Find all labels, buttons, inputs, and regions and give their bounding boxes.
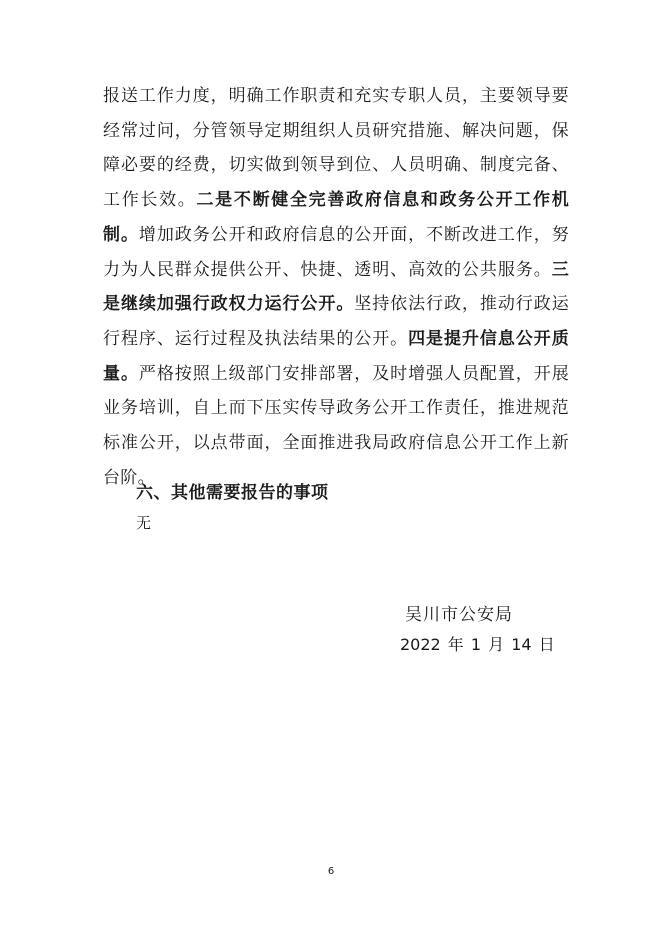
body-text-segment: 增加政务公开和政府信息的公开面，不断改进工作，努力为人民群众提供公开、快捷、透明、高效的公共服务。 [103,224,569,280]
signature-organization: 吴川市公安局 [405,605,513,625]
section-content: 无 [136,514,152,532]
signature-date: 2022 年 1 月 14 日 [400,635,555,654]
body-paragraph [103,79,569,495]
body-text-segment: 坚持依法行政，推动行政运行程序、运行过程及执法结果的公开。 [103,294,569,349]
bold-highlight-text: 二是不断健全完善政府信息和政务公开工作机制。 [103,190,570,245]
body-text-segment: 严格按照上级部门安排部署，及时增强人员配置，开展业务培训，自上而下压实传导政务公开工作责任，推进规范标准公开，以点带面，全面推进我局政府信息公开工作上新台阶。 [103,363,569,488]
bold-highlight-text: 三是继续加强行政权力运行公开。 [103,259,569,315]
bold-highlight-text: 四是提升信息公开质量。 [103,328,569,384]
section-heading: 六、其他需要报告的事项 [136,483,329,503]
body-text-segment: 报送工作力度，明确工作职责和充实专职人员，主要领导要经常过问，分管领导定期组织人员研究措施、解决问题，保障必要的经费，切实做到领导到位、人员明确、制度完备、工作长效。 [103,86,569,211]
page-number: 6 [327,866,335,877]
